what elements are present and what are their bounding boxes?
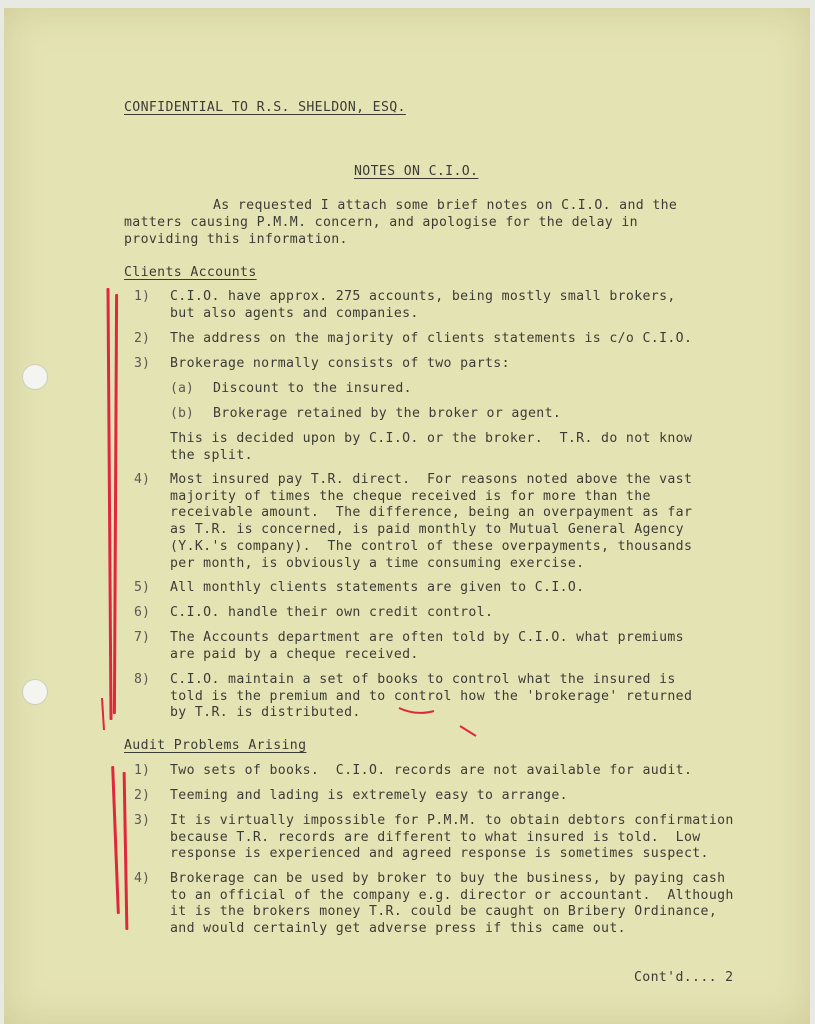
- item-number: 1): [134, 763, 150, 778]
- item-text-line: Brokerage retained by the broker or agent.: [213, 406, 562, 421]
- item-text-line: This is decided upon by C.I.O. or the broker. T.R. do not know: [170, 431, 693, 446]
- confidential-header: CONFIDENTIAL TO R.S. SHELDON, ESQ.: [124, 100, 406, 115]
- intro-line-2: matters causing P.M.M. concern, and apologise for the delay in: [124, 215, 638, 230]
- item-text-line: response is experienced and agreed response is sometimes suspect.: [170, 846, 709, 862]
- item-text-line: are paid by a cheque received.: [170, 646, 419, 662]
- item-text-line: It is virtually impossible for P.M.M. to obtain debtors confirmation: [170, 813, 734, 828]
- item-text-line: Brokerage can be used by broker to buy the business, by paying cash: [170, 871, 726, 886]
- item-text-line: and would certainly get adverse press if this came out.: [170, 921, 626, 937]
- item-text-line: Most insured pay T.R. direct. For reasons noted above the vast: [170, 472, 693, 487]
- red-pen-marks: [4, 8, 810, 1024]
- item-text-line: but also agents and companies.: [170, 305, 419, 321]
- item-text-line: to an official of the company e.g. director or accountant. Although: [170, 887, 734, 903]
- item-text-line: Teeming and lading is extremely easy to arrange.: [170, 788, 568, 803]
- item-text-line: Discount to the insured.: [213, 381, 412, 396]
- item-text-line: C.I.O. have approx. 275 accounts, being mostly small brokers,: [170, 289, 676, 304]
- item-text-line: because T.R. records are different to what insured is told. Low: [170, 829, 701, 845]
- item-text-line: as T.R. is concerned, is paid monthly to Mutual General Agency: [170, 522, 684, 538]
- continued-marker: Cont'd.... 2: [634, 970, 734, 985]
- item-number: (a): [170, 381, 194, 396]
- item-number: 8): [134, 672, 150, 687]
- item-number: 6): [134, 605, 150, 620]
- item-number: 4): [134, 472, 150, 487]
- item-number: 2): [134, 788, 150, 803]
- item-number: 5): [134, 580, 150, 595]
- item-number: 2): [134, 331, 150, 346]
- item-number: 4): [134, 871, 150, 886]
- paper-sheet: [4, 8, 810, 1024]
- item-number: 1): [134, 289, 150, 304]
- item-text-line: (Y.K.'s company). The control of these overpayments, thousands: [170, 538, 693, 554]
- intro-line-3: providing this information.: [124, 232, 348, 247]
- item-number: 7): [134, 630, 150, 645]
- item-text-line: C.I.O. maintain a set of books to control what the insured is: [170, 672, 676, 687]
- item-text-line: the split.: [170, 447, 253, 463]
- item-text-line: majority of times the cheque received is for more than the: [170, 488, 651, 504]
- item-text-line: The Accounts department are often told by C.I.O. what premiums: [170, 630, 684, 645]
- item-text-line: The address on the majority of clients statements is c/o C.I.O.: [170, 331, 693, 346]
- item-text-line: told is the premium and to control how the 'brokerage' returned: [170, 688, 693, 704]
- document-title: NOTES ON C.I.O.: [354, 164, 479, 179]
- item-number: (b): [170, 406, 194, 421]
- intro-line-1: As requested I attach some brief notes on C.I.O. and the: [213, 198, 678, 213]
- section-heading-clients-accounts: Clients Accounts: [124, 265, 257, 280]
- item-text-line: by T.R. is distributed.: [170, 705, 361, 721]
- item-number: 3): [134, 813, 150, 828]
- item-text-line: All monthly clients statements are given to C.I.O.: [170, 580, 585, 595]
- item-text-line: it is the brokers money T.R. could be caught on Bribery Ordinance,: [170, 904, 718, 920]
- item-text-line: receivable amount. The difference, being an overpayment as far: [170, 505, 693, 521]
- item-number: 3): [134, 356, 150, 371]
- item-text-line: Two sets of books. C.I.O. records are not available for audit.: [170, 763, 693, 778]
- item-text-line: per month, is obviously a time consuming exercise.: [170, 555, 585, 571]
- section-heading-audit-problems: Audit Problems Arising: [124, 738, 307, 753]
- item-text-line: Brokerage normally consists of two parts:: [170, 356, 510, 371]
- item-text-line: C.I.O. handle their own credit control.: [170, 605, 494, 620]
